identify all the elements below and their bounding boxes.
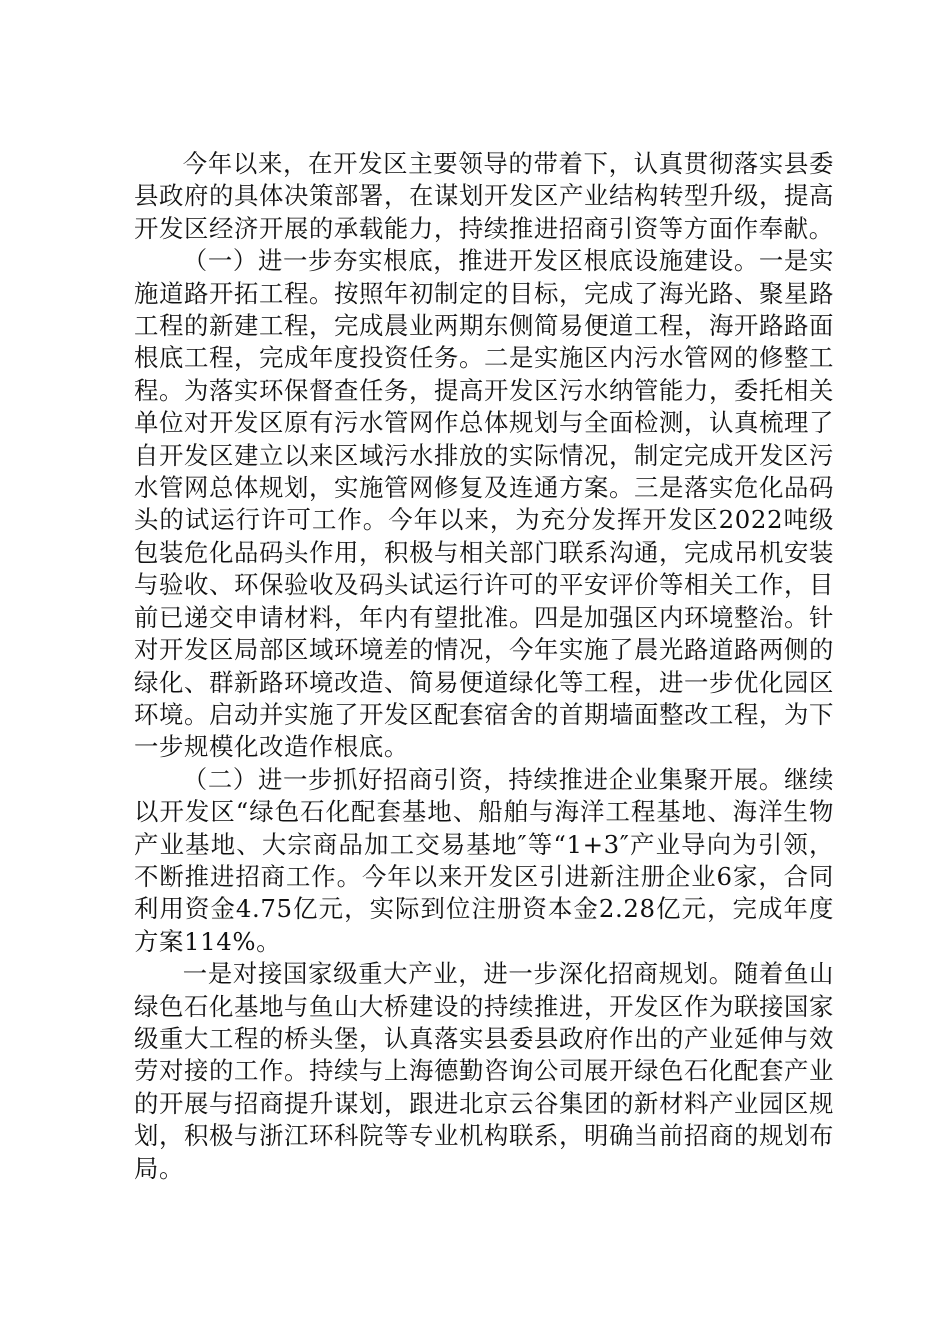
paragraph-item-one: 一是对接国家级重大产业，进一步深化招商规划。随着鱼山绿色石化基地与鱼山大桥建设的持续推进，开发区作为联接国家级重大工程的桥头堡，认真落实县委县政府作出的产业延伸与效劳对接的工作。持续与上海德勤咨询公司展开绿色石化配套产业的开展与招商提升谋划，跟进北京云谷集团的新材料产业园区规划，积极与浙江环科院等专业机构联系，明确当前招商的规划布局。 [134,959,834,1183]
document-body [134,148,834,1185]
paragraph-intro: 今年以来，在开发区主要领导的带着下，认真贯彻落实县委县政府的具体决策部署，在谋划开发区产业结构转型升级，提高开发区经济开展的承载能力，持续推进招商引资等方面作奉献。 [134,149,834,243]
paragraph-section-two: （二）进一步抓好招商引资，持续推进企业集聚开展。继续以开发区“绿色石化配套基地、船舶与海洋工程基地、海洋生物产业基地、大宗商品加工交易基地″等“1+3″产业导向为引领，不断推进招商工作。今年以来开发区引进新注册企业6家，合同利用资金4.75亿元，实际到位注册资本金2.28亿元，完成年度方案114%。 [134,764,834,956]
paragraph-section-one: （一）进一步夯实根底，推进开发区根底设施建设。一是实施道路开拓工程。按照年初制定的目标，完成了海光路、聚星路工程的新建工程，完成晨业两期东侧简易便道工程，海开路路面根底工程，完成年度投资任务。二是实施区内污水管网的修整工程。为落实环保督查任务，提高开发区污水纳管能力，委托相关单位对开发区原有污水管网作总体规划与全面检测，认真梳理了自开发区建立以来区域污水排放的实际情况，制定完成开发区污水管网总体规划，实施管网修复及连通方案。三是落实危化品码头的试运行许可工作。今年以来，为充分发挥开发区2022吨级包装危化品码头作用，积极与相关部门联系沟通，完成吊机安装与验收、环保验收及码头试运行许可的平安评价等相关工作，目前已递交申请材料，年内有望批准。四是加强区内环境整治。针对开发区局部区域环境差的情况，今年实施了晨光路道路两侧的绿化、群新路环境改造、简易便道绿化等工程，进一步优化园区环境。启动并实施了开发区配套宿舍的首期墙面整改工程，为下一步规模化改造作根底。 [134,246,834,762]
